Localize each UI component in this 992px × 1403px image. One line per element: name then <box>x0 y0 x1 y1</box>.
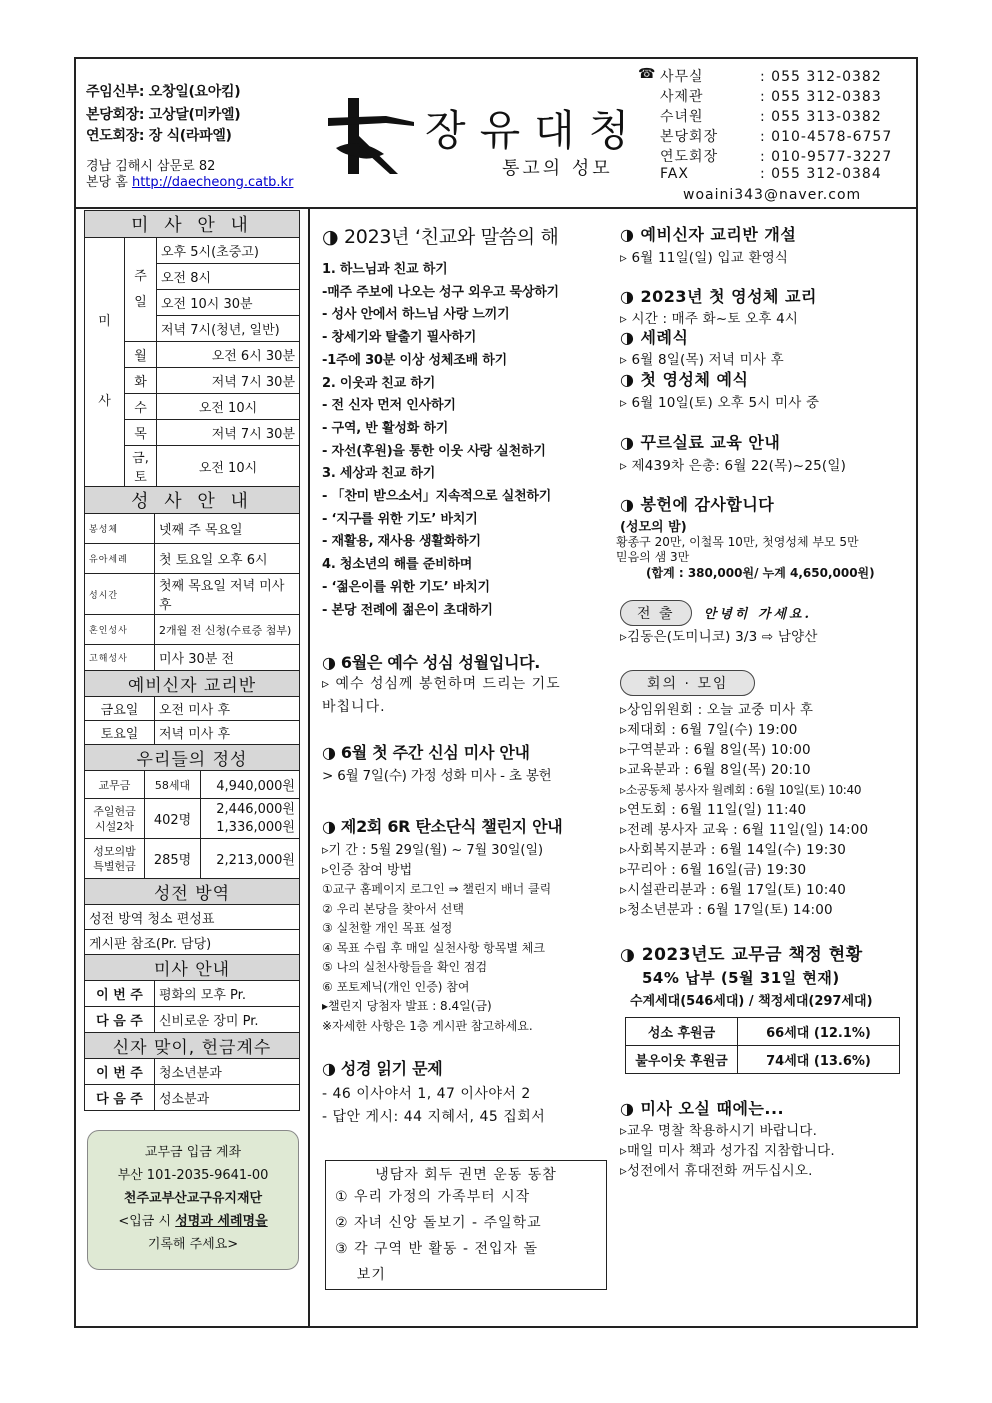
weekday-day: 금, 토 <box>125 446 157 487</box>
left-column <box>84 210 300 1111</box>
tax-paid: 54% 납부 (5월 31일 현재) <box>642 969 840 987</box>
transfer-notice <box>620 600 912 647</box>
transfer-line: ▹김동은(도미니코) 3/3 ⇨ 남양산 <box>620 629 818 645</box>
duty-value: 평화의 모후 Pr. <box>155 981 300 1007</box>
catechumen-notice-line: ▹ 6월 11일(일) 입교 환영식 <box>620 250 789 266</box>
mass-visit-notice <box>620 1096 912 1181</box>
greeting-value: 성소분과 <box>155 1085 300 1111</box>
bible-title: ◑ 성경 읽기 문제 <box>322 1059 443 1078</box>
june-section <box>322 650 612 718</box>
carbon-title: ◑ 제2회 6R 탄소단식 챌린지 안내 <box>322 817 563 836</box>
meeting-item: ▹제대회 : 6월 7일(수) 19:00 <box>620 722 798 738</box>
contact-convent: 수녀원 : 055 313-0382 <box>660 109 882 125</box>
offering-name: 주일헌금 시설2차 <box>85 799 145 839</box>
thanks-line: 믿음의 샘 3만 <box>616 550 690 564</box>
tax-row-name: 성소 후원금 <box>626 1018 738 1046</box>
offering-amount: 2,446,000원 1,336,000원 <box>201 799 300 839</box>
mass-duty-table <box>84 954 300 1033</box>
year-line: 1. 하느님과 친교 하기 <box>322 262 448 277</box>
weekday-time: 저녁 7시 30분 <box>157 420 300 446</box>
sacrament-title: 성 사 안 내 <box>85 487 300 514</box>
offering-amount: 2,213,000원 <box>201 839 300 879</box>
tax-title: ◑ 2023년도 교무금 책정 현황 <box>620 945 863 965</box>
greeting-title: 신자 맞이, 헌금계수 <box>85 1033 300 1059</box>
offering-name: 성모의밤 특별헌금 <box>85 839 145 879</box>
tax-notice <box>620 940 912 1074</box>
meeting-notice <box>620 670 912 920</box>
mass-visit-line: ▹교우 명찰 착용하시기 바랍니다. <box>620 1123 818 1139</box>
weekday-time: 오전 10시 <box>157 394 300 420</box>
offering-title: 우리들의 정성 <box>85 745 300 771</box>
communion-line: ▹ 시간 : 매주 화~토 오후 4시 <box>620 311 799 327</box>
sacrament-value: 미사 30분 전 <box>155 645 300 671</box>
sacrament-name: 혼인성사 <box>85 615 155 645</box>
notice-line: ① 우리 가정의 가족부터 시작 <box>335 1189 531 1205</box>
catechumen-table <box>84 670 300 745</box>
june-line: ▹ 예수 성심께 봉헌하며 드리는 기도 <box>322 676 561 692</box>
offering-amount: 4,940,000원 <box>201 771 300 799</box>
contact-parish-rep: 본당회장 : 010-4578-6757 <box>660 129 893 145</box>
offering-count: 402명 <box>145 799 201 839</box>
catechumen-time: 오전 미사 후 <box>155 697 300 721</box>
firstcomm-notice <box>620 367 912 413</box>
weekday-day: 목 <box>125 420 157 446</box>
greeting-week: 이 번 주 <box>85 1059 155 1085</box>
greeting-week: 다 음 주 <box>85 1085 155 1111</box>
baptism-notice <box>620 325 912 370</box>
catechumen-day: 금요일 <box>85 697 155 721</box>
year-title: ◑ 2023년 ‘친교와 말씀의 해 <box>322 226 559 248</box>
notice-line: ③ 각 구역 반 활동 - 전입자 돌 <box>335 1241 538 1257</box>
weekday-day: 수 <box>125 394 157 420</box>
thanks-notice <box>616 492 912 582</box>
cleaning-item: 게시판 참조(Pr. 담당) <box>85 930 300 955</box>
communion-notice <box>620 284 912 329</box>
transfer-pill: 전 출 <box>620 600 692 626</box>
notice-box <box>325 1160 607 1290</box>
duty-week: 다 음 주 <box>85 1007 155 1033</box>
sunday-label: 주 일 <box>125 238 157 342</box>
mass-visit-line: ▹성전에서 휴대전화 꺼두십시오. <box>620 1163 813 1179</box>
offering-name: 교무금 <box>85 771 145 799</box>
contact-office: ☎ 사무실 : 055 312-0382 <box>638 66 882 85</box>
cleaning-table <box>84 878 300 955</box>
offering-count: 58세대 <box>145 771 201 799</box>
column-divider <box>308 209 310 1328</box>
firstweek-title: ◑ 6월 첫 주간 신심 미사 안내 <box>322 743 530 762</box>
mass-duty-title: 미사 안내 <box>85 955 300 981</box>
catechumen-title: 예비신자 교리반 <box>85 671 300 697</box>
cross-logo-icon <box>328 96 414 176</box>
bible-section <box>322 1056 612 1128</box>
sacrament-value: 첫째 목요일 저녁 미사 후 <box>155 574 300 615</box>
meeting-item: ▹교육분과 : 6월 8일(목) 20:10 <box>620 762 811 778</box>
mass-visit-title: ◑ 미사 오실 때에는... <box>620 1099 785 1118</box>
bulletin-title: 장유대청 <box>425 106 644 155</box>
homepage-label: 본당 홈 <box>86 175 128 190</box>
duty-week: 이 번 주 <box>85 981 155 1007</box>
weekday-time: 오전 10시 <box>157 446 300 487</box>
tax-row-value: 74세대 (13.6%) <box>738 1046 900 1074</box>
firstweek-section <box>322 740 612 788</box>
weekday-time: 저녁 7시 30분 <box>157 368 300 394</box>
catechumen-notice-title: ◑ 예비신자 교리반 개설 <box>620 225 797 244</box>
carbon-line: ▸챌린지 당첨자 발표 : 8.4일(금) <box>322 999 492 1013</box>
contact-senior-rep: 연도회장 : 010-9577-3227 <box>660 149 893 165</box>
baptism-title: ◑ 세례식 <box>620 328 689 347</box>
offering-count: 285명 <box>145 839 201 879</box>
meeting-item: ▹꾸리아 : 6월 16일(금) 19:30 <box>620 862 807 878</box>
carbon-section <box>322 814 612 1036</box>
sacrament-name: 성시간 <box>85 574 155 615</box>
senior-rep: 연도회장: 장 식(라파엘) <box>86 128 232 144</box>
homepage <box>86 171 293 190</box>
weekday-day: 월 <box>125 342 157 368</box>
thanks-sub: (성모의 밤) <box>620 520 687 535</box>
cursillo-line: ▹ 제439차 은총: 6월 22(목)~25(일) <box>620 458 847 474</box>
year-line: - 본당 전례에 젊은이 초대하기 <box>322 602 493 618</box>
greeting-value: 청소년분과 <box>155 1059 300 1085</box>
mass-title: 미 사 안 내 <box>85 211 300 238</box>
tax-row-value: 66세대 (12.1%) <box>738 1018 900 1046</box>
meeting-item: ▹청소년분과 : 6월 17일(토) 14:00 <box>620 902 833 918</box>
meeting-pill: 회의 · 모임 <box>620 670 755 696</box>
year-line: - 「찬미 받으소서」지속적으로 실천하기 <box>322 489 552 505</box>
communion-title: ◑ 2023년 첫 영성체 교리 <box>620 287 817 306</box>
firstweek-line: > 6월 7일(수) 가정 성화 미사 - 초 봉헌 <box>322 768 552 784</box>
carbon-line: ② 우리 본당을 찾아서 선택 <box>322 901 464 916</box>
parish-rep: 본당회장: 고상달(미카엘) <box>86 107 241 123</box>
year-line: - 전 신자 먼저 인사하기 <box>322 398 456 414</box>
greeting-table <box>84 1032 300 1111</box>
cursillo-title: ◑ 꾸르실료 교육 안내 <box>620 433 781 452</box>
meeting-item: ▹소공동체 봉사자 월례회 : 6월 10일(토) 10:40 <box>620 783 862 797</box>
year-line: -매주 주보에 나오는 성구 외우고 묵상하기 <box>322 284 559 300</box>
tax-row-name: 불우이웃 후원금 <box>626 1046 738 1074</box>
sacrament-name: 봉성체 <box>85 514 155 544</box>
sacrament-table <box>84 486 300 671</box>
mass-visit-line: ▹매일 미사 책과 성가집 지참합니다. <box>620 1143 835 1159</box>
contact-rectory: 사제관 : 055 312-0383 <box>660 89 882 105</box>
year-line: -1주에 30분 이상 성체조배 하기 <box>322 352 507 368</box>
sacrament-value: 첫 토요일 오후 6시 <box>155 544 300 574</box>
carbon-line: ⑤ 나의 실천사항들을 확인 점검 <box>322 960 488 974</box>
thanks-line: 황종구 20만, 이철목 10만, 첫영성체 부모 5만 <box>616 535 859 549</box>
cleaning-item: 성전 방역 청소 편성표 <box>85 905 300 930</box>
sunday-time: 오전 10시 30분 <box>157 290 300 316</box>
notice-line: 보기 <box>335 1267 386 1283</box>
year-line: - 재활용, 재사용 생활화하기 <box>322 534 481 550</box>
sunday-time: 오전 8시 <box>157 264 300 290</box>
carbon-line: ▹인증 참여 방법 <box>322 862 413 878</box>
sacrament-name: 고해성사 <box>85 645 155 671</box>
tax-table <box>625 1017 900 1074</box>
cursillo-notice <box>620 430 912 476</box>
account-holder: 천주교부산교구유지재단 <box>123 1191 263 1206</box>
sacrament-name: 유아세례 <box>85 544 155 574</box>
account-title: 교무금 입금 계좌 <box>144 1145 242 1160</box>
mass-schedule-table <box>84 210 300 487</box>
tax-households: 수계세대(546세대) / 책정세대(297세대) <box>630 994 873 1009</box>
june-title: ◑ 6월은 예수 성심 성월입니다. <box>322 653 541 672</box>
meeting-item: ▹연도회 : 6월 11일(일) 11:40 <box>620 802 807 818</box>
account-box <box>87 1130 299 1270</box>
sunday-time: 저녁 7시(청년, 일반) <box>157 316 300 342</box>
year-line: - ‘지구를 위한 기도’ 바치기 <box>322 511 478 527</box>
thanks-total: (합계 : 380,000원/ 누계 4,650,000원) <box>646 566 875 580</box>
bible-line: - 46 이사야서 1, 47 이사야서 2 <box>322 1086 531 1102</box>
cleaning-title: 성전 방역 <box>85 879 300 905</box>
carbon-line: ③ 실천할 개인 목표 설정 <box>322 921 453 935</box>
firstcomm-line: ▹ 6월 10일(토) 오후 5시 미사 중 <box>620 395 820 411</box>
baptism-line: ▹ 6월 8일(목) 저녁 미사 후 <box>620 352 784 368</box>
year-line: - 자선(후원)을 통한 이웃 사랑 실천하기 <box>322 443 546 459</box>
catechumen-day: 토요일 <box>85 721 155 745</box>
year-line: 3. 세상과 친교 하기 <box>322 466 436 482</box>
account-number: 부산 101-2035-9641-00 <box>117 1168 269 1183</box>
mass-label: 미 사 <box>85 238 125 487</box>
thanks-title: ◑ 봉헌에 감사합니다 <box>620 495 775 514</box>
meeting-item: ▹상임위원회 : 오늘 교중 미사 후 <box>620 702 814 718</box>
homepage-link[interactable]: http://daecheong.catb.kr <box>131 175 294 190</box>
transfer-note: 안녕히 가세요. <box>703 607 813 622</box>
duty-value: 신비로운 장미 Pr. <box>155 1007 300 1033</box>
phone-icon: ☎ <box>638 66 657 82</box>
meeting-item: ▹전례 봉사자 교육 : 6월 11일(일) 14:00 <box>620 822 869 838</box>
year-line: - ‘젊은이를 위한 기도’ 바치기 <box>322 579 490 595</box>
account-note: <입금 시 성명과 세례명을 <box>118 1214 268 1229</box>
sacrament-value: 2개월 전 신청(수료증 첨부) <box>155 615 300 645</box>
sacrament-value: 넷째 주 목요일 <box>155 514 300 544</box>
notice-line: ② 자녀 신앙 돌보기 - 주일학교 <box>335 1215 542 1231</box>
carbon-line: ⑥ 포토제닉(개인 인증) 참여 <box>322 979 470 994</box>
year-line: - 성사 안에서 하느님 사랑 느끼기 <box>322 307 510 323</box>
contact-fax: FAX : 055 312-0384 <box>660 166 882 182</box>
meeting-item: ▹사회복지분과 : 6월 14일(수) 19:30 <box>620 842 847 858</box>
pastor-name: 주임신부: 오창일(요아킴) <box>86 84 241 100</box>
catechumen-notice <box>620 222 912 268</box>
meeting-item: ▹시설관리분과 : 6월 17일(토) 10:40 <box>620 882 847 898</box>
year-line: 4. 청소년의 해를 준비하며 <box>322 557 473 573</box>
notice-title: 냉담자 회두 권면 운동 동참 <box>375 1167 557 1183</box>
carbon-line: ※자세한 사항은 1층 게시판 참고하세요. <box>322 1018 533 1033</box>
carbon-line: ▹기 간 : 5월 29일(월) ~ 7월 30일(일) <box>322 843 544 858</box>
june-line: 바칩니다. <box>322 698 386 715</box>
catechumen-time: 저녁 미사 후 <box>155 721 300 745</box>
year-line: 2. 이웃과 친교 하기 <box>322 375 436 391</box>
year-section <box>322 222 612 622</box>
account-note-2: 기록해 주세요> <box>147 1237 239 1252</box>
year-line: - 구역, 반 활성화 하기 <box>322 420 449 436</box>
year-line: - 창세기와 탈출기 필사하기 <box>322 330 477 346</box>
weekday-day: 화 <box>125 368 157 394</box>
carbon-line: ④ 목표 수립 후 매일 실천사항 항목별 체크 <box>322 940 545 955</box>
sunday-time: 오후 5시(초중고) <box>157 238 300 264</box>
address: 경남 김해시 삼문로 82 <box>86 159 216 174</box>
firstcomm-title: ◑ 첫 영성체 예식 <box>620 370 749 389</box>
offering-table <box>84 744 300 879</box>
carbon-line: ①교구 홈페이지 로그인 ⇒ 챌린지 배너 클릭 <box>322 882 552 896</box>
bible-line: - 답안 게시: 44 지혜서, 45 집회서 <box>322 1108 546 1125</box>
contact-email[interactable]: woaini343@naver.com <box>683 187 862 203</box>
meeting-item: ▹구역분과 : 6월 8일(목) 10:00 <box>620 742 811 758</box>
header-divider <box>74 207 918 209</box>
bulletin-subtitle: 통고의 성모 <box>502 158 613 179</box>
weekday-time: 오전 6시 30분 <box>157 342 300 368</box>
